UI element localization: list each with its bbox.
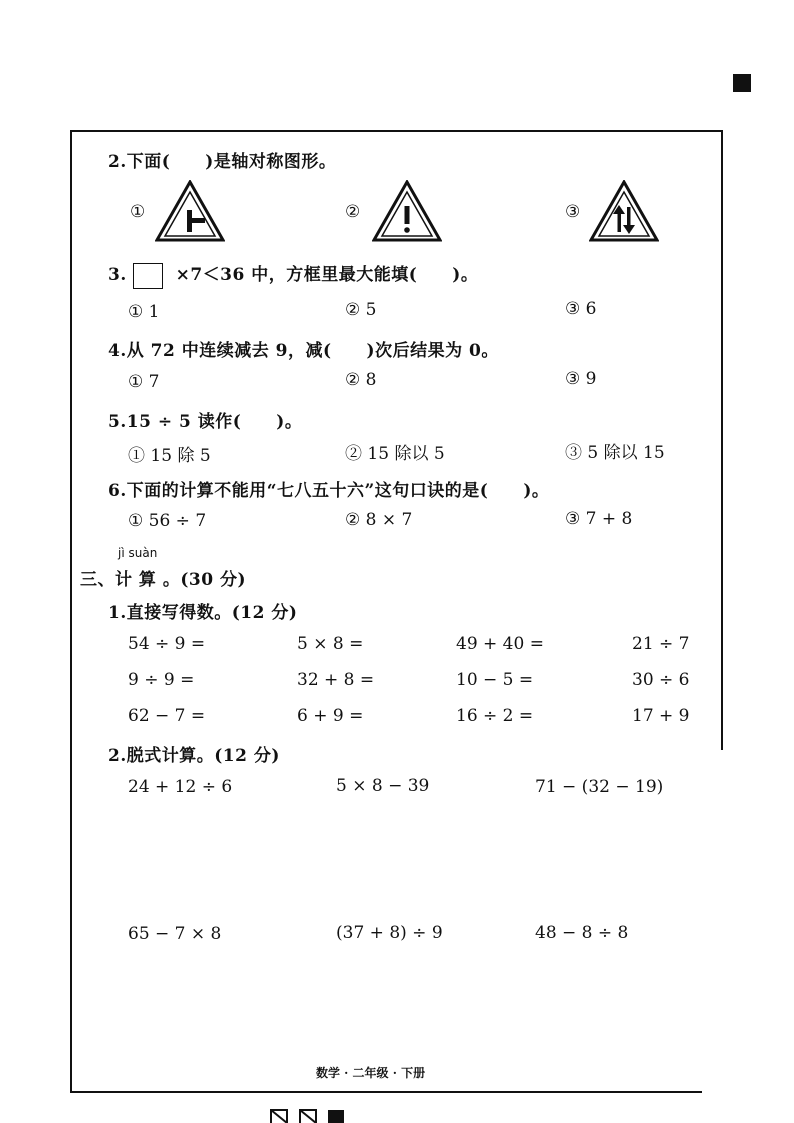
oral-calc-item: 62 − 7 =	[128, 706, 206, 726]
q4-option-1: ① 7	[128, 372, 160, 392]
question-3-text: ×7＜36 中，方框里最大能填( )。	[175, 265, 479, 285]
oral-calc-item: 54 ÷ 9 =	[128, 634, 206, 654]
frame-bottom-border	[70, 1091, 702, 1093]
oral-calc-item: 30 ÷ 6	[632, 670, 690, 690]
footer-registration-marks-icon	[270, 1109, 346, 1123]
q2-option-3-two-way-traffic-sign-icon	[589, 180, 659, 242]
q4-option-2: ② 8	[345, 370, 377, 390]
section-3-title: 三、计 算 。(30 分)	[80, 570, 246, 590]
q3-option-1: ① 1	[128, 302, 160, 322]
oral-calc-item: 5 × 8 =	[297, 634, 364, 654]
question-3-number: 3.	[108, 265, 127, 285]
question-3-label	[108, 260, 478, 289]
oral-calc-item: 32 + 8 =	[297, 670, 375, 690]
step-calc-item: 48 − 8 ÷ 8	[535, 923, 629, 943]
frame-right-border	[721, 130, 723, 750]
q4-option-3: ③ 9	[565, 369, 597, 389]
footer-subject-grade: 数学 · 二年级 · 下册	[316, 1066, 426, 1080]
answer-box	[133, 263, 163, 289]
q2-option-2-warning-sign-icon	[372, 180, 442, 242]
q2-option-1-marker: ①	[130, 202, 146, 222]
question-2-label: 2.下面( )是轴对称图形。	[108, 152, 337, 172]
q5-option-2: ② 15 除以 5	[345, 444, 445, 464]
question-5-label: 5.15 ÷ 5 读作( )。	[108, 412, 303, 432]
q6-option-1: ① 56 ÷ 7	[128, 511, 207, 531]
q5-option-3: ③ 5 除以 15	[565, 443, 665, 463]
section-3-pinyin: jì suàn	[118, 546, 158, 560]
frame-top-border	[70, 130, 723, 132]
q3-option-2: ② 5	[345, 300, 377, 320]
oral-calc-item: 6 + 9 =	[297, 706, 364, 726]
question-4-label: 4.从 72 中连续减去 9，减( )次后结果为 0。	[108, 341, 499, 361]
step-calc-item: 24 + 12 ÷ 6	[128, 777, 233, 797]
step-calc-item: 5 × 8 − 39	[336, 776, 430, 796]
q6-option-2: ② 8 × 7	[345, 510, 413, 530]
step-calc-item: 65 − 7 × 8	[128, 924, 222, 944]
frame-left-border	[70, 130, 72, 1093]
oral-calc-item: 16 ÷ 2 =	[456, 706, 534, 726]
part-1-label: 1.直接写得数。(12 分)	[108, 603, 298, 623]
oral-calc-item: 10 − 5 =	[456, 670, 534, 690]
step-calc-item: 71 − (32 − 19)	[535, 777, 664, 797]
q2-option-3-marker: ③	[565, 202, 581, 222]
question-6-label: 6.下面的计算不能用“七八五十六”这句口诀的是( )。	[108, 481, 550, 501]
step-calc-item: (37 + 8) ÷ 9	[336, 923, 443, 943]
oral-calc-item: 49 + 40 =	[456, 634, 544, 654]
q3-option-3: ③ 6	[565, 299, 597, 319]
oral-calc-item: 21 ÷ 7	[632, 634, 690, 654]
corner-registration-mark	[733, 74, 751, 92]
q6-option-3: ③ 7 + 8	[565, 509, 633, 529]
oral-calc-item: 9 ÷ 9 =	[128, 670, 195, 690]
part-2-label: 2.脱式计算。(12 分)	[108, 746, 280, 766]
oral-calc-item: 17 + 9	[632, 706, 690, 726]
q5-option-1: ① 15 除 5	[128, 446, 211, 466]
q2-option-1-t-junction-sign-icon	[155, 180, 225, 242]
q2-option-2-marker: ②	[345, 202, 361, 222]
